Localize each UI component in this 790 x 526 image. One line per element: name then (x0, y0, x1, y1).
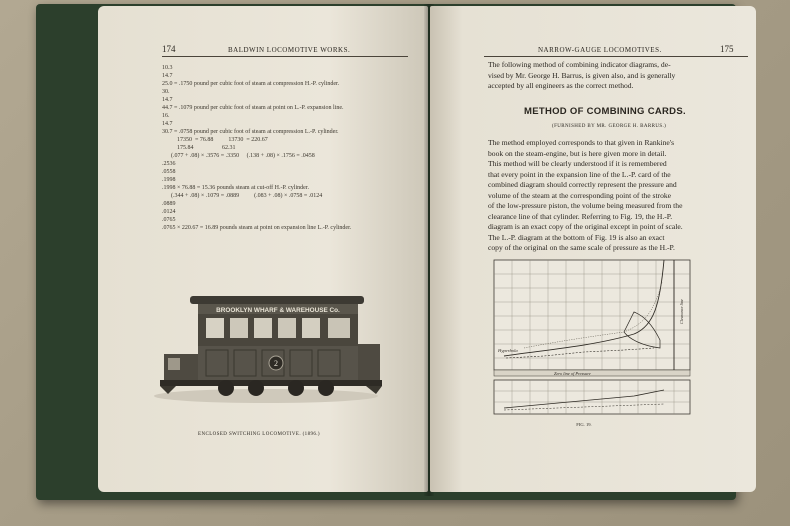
figure-caption: FIG. 19. (576, 422, 592, 427)
calc-line: 44.7 = .1079 pound per cubic foot of steam at point on L.-P. expansion line. (162, 105, 344, 111)
body-line: The L.-P. diagram at the bottom of Fig. 19 is also an exact (488, 232, 665, 242)
calc-line: 30. (162, 89, 170, 95)
calc-line: 10.3 (162, 65, 173, 71)
right-running-head: NARROW-GAUGE LOCOMOTIVES. (538, 46, 662, 54)
intro-line-2: vised by Mr. George H. Barrus, is given also, and is generally (488, 70, 676, 80)
body-line: combined diagram should correctly represent the pressure and (488, 180, 677, 189)
intro-line-1: The following method of combining indicator diagrams, de- (488, 60, 671, 69)
calc-line: .0765 (162, 217, 176, 223)
fig-19-indicator-diagram (484, 252, 702, 430)
body-line: The method employed corresponds to that given in Rankine's (488, 138, 675, 147)
body-line: This method will be clearly understood if it is remembered (488, 159, 667, 168)
body-line: diagram is an exact copy of the original except in point of scale. (488, 222, 683, 231)
calc-line: 14.7 (162, 121, 173, 127)
locomotive-number: 2 (274, 359, 278, 368)
calc-line: 25.0 = .1750 pound per cubic foot of steam at compression H.-P. cylinder. (162, 81, 340, 87)
calc-line: 17350 = 76.88 13730 = 220.67 (162, 137, 268, 143)
body-line: of the low-pressure piston, the volume being measured from the (488, 201, 683, 210)
left-page (98, 6, 428, 492)
clearance-line-label: Clearance line (679, 299, 684, 324)
calculation-block (162, 64, 351, 232)
calc-line: 175.84 62.31 (162, 145, 236, 151)
calc-line: 30.7 = .0758 pound per cubic foot of steam at compression L.-P. cylinder. (162, 129, 339, 135)
right-page-number: 175 (720, 44, 734, 54)
body-line: clearance line of that cylinder. Referring to Fig. 19, the H.-P. (488, 211, 673, 221)
calc-line: .0558 (162, 169, 176, 175)
intro-line-3: accepted by all engineers as the correct method. (488, 81, 634, 90)
calc-line: (.077 + .08) × .3576 = .3350 (.138 + .08) × .1756 = .0458 (162, 153, 315, 159)
body-line: book on the steam-engine, but is here given more in detail. (488, 148, 667, 158)
body-line: volume of the steam at the corresponding point of the stroke (488, 190, 672, 200)
body-line: copy of the original on the same scale of pressure as the H.-P. (488, 243, 675, 252)
calc-line: .0889 (162, 201, 176, 207)
left-page-number: 174 (162, 44, 176, 54)
calc-line: .0765 × 220.67 = 16.89 pounds steam at point on expansion line L.-P. cylinder. (162, 225, 352, 231)
body-line: that every point in the expansion line of the L.-P. card of the (488, 169, 671, 179)
calc-line: 14.7 (162, 73, 173, 79)
locomotive-illustration (146, 284, 386, 404)
section-subheading: (FURNISHED BY MR. GEORGE H. BARRUS.) (552, 124, 667, 129)
calc-line: .1998 × 76.88 = 15.36 pounds steam at cut-off H.-P. cylinder. (162, 185, 309, 191)
zero-line-label: Zero line of Pressure (554, 371, 591, 376)
hyperbola-label: Hyperbola (498, 348, 518, 353)
calc-line: .1998 (162, 177, 176, 183)
right-page (430, 6, 756, 492)
calc-line: (.344 + .08) × .1079 = .0889 (.083 + .08) × .0758 = .0124 (162, 193, 323, 199)
calc-line: .2536 (162, 161, 176, 167)
left-running-head: BALDWIN LOCOMOTIVE WORKS. (228, 46, 351, 54)
locomotive-sign: BROOKLYN WHARF & WAREHOUSE Co. (216, 307, 340, 314)
calc-line: .0124 (162, 209, 176, 215)
locomotive-caption: ENCLOSED SWITCHING LOCOMOTIVE. (1896.) (198, 432, 320, 437)
book-cover (36, 4, 736, 500)
calc-line: 14.7 (162, 97, 173, 103)
calc-line: 16. (162, 113, 170, 119)
section-heading: METHOD OF COMBINING CARDS. (524, 106, 686, 117)
left-header-rule (162, 56, 408, 57)
right-header-rule (484, 56, 748, 57)
